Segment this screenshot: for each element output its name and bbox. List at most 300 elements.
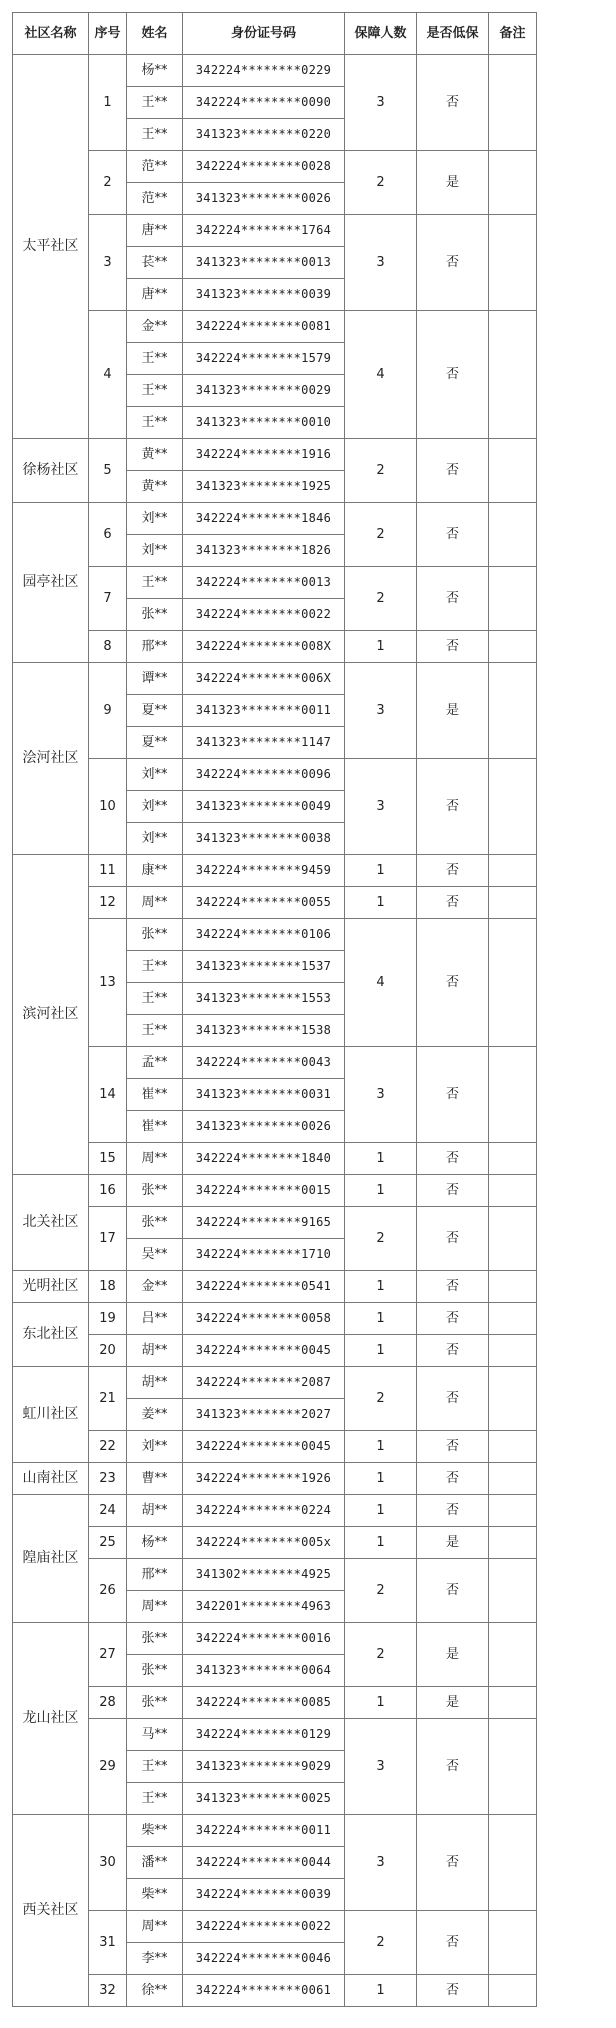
covered-count-cell: 3 (345, 1047, 417, 1143)
id-number-cell: 342224********0043 (183, 1047, 345, 1079)
number-cell: 16 (89, 1175, 127, 1207)
name-cell: 谭** (127, 663, 183, 695)
remarks-cell (489, 1431, 537, 1463)
name-cell: 王** (127, 951, 183, 983)
table-row (13, 1207, 537, 1239)
id-number-cell: 342224********1846 (183, 503, 345, 535)
header-dibao: 是否低保 (417, 13, 489, 55)
header-community: 社区名称 (13, 13, 89, 55)
name-cell: 金** (127, 311, 183, 343)
id-number-cell: 341323********0039 (183, 279, 345, 311)
name-cell: 张** (127, 1207, 183, 1239)
dibao-cell: 是 (417, 1687, 489, 1719)
name-cell: 金** (127, 1271, 183, 1303)
id-number-cell: 342224********008X (183, 631, 345, 663)
dibao-cell: 否 (417, 1175, 489, 1207)
remarks-cell (489, 1047, 537, 1143)
table-row (13, 1719, 537, 1751)
name-cell: 夏** (127, 727, 183, 759)
id-number-cell: 341323********0010 (183, 407, 345, 439)
id-number-cell: 342224********0229 (183, 55, 345, 87)
number-cell: 14 (89, 1047, 127, 1143)
table-row (13, 887, 537, 919)
covered-count-cell: 1 (345, 631, 417, 663)
id-number-cell: 341323********1147 (183, 727, 345, 759)
id-number-cell: 342224********0022 (183, 1911, 345, 1943)
dibao-cell: 否 (417, 887, 489, 919)
name-cell: 刘** (127, 503, 183, 535)
id-number-cell: 342224********006X (183, 663, 345, 695)
remarks-cell (489, 215, 537, 311)
covered-count-cell: 3 (345, 55, 417, 151)
community-cell: 光明社区 (13, 1271, 89, 1303)
dibao-cell: 否 (417, 1207, 489, 1271)
remarks-cell (489, 631, 537, 663)
id-number-cell: 341323********0025 (183, 1783, 345, 1815)
covered-count-cell: 2 (345, 1559, 417, 1623)
name-cell: 王** (127, 567, 183, 599)
name-cell: 徐** (127, 1975, 183, 2007)
id-number-cell: 342224********1764 (183, 215, 345, 247)
remarks-cell (489, 151, 537, 215)
id-number-cell: 342224********005x (183, 1527, 345, 1559)
table-row (13, 1367, 537, 1399)
number-cell: 11 (89, 855, 127, 887)
name-cell: 吕** (127, 1303, 183, 1335)
remarks-cell (489, 55, 537, 151)
id-number-cell: 342224********1710 (183, 1239, 345, 1271)
id-number-cell: 341323********0038 (183, 823, 345, 855)
covered-count-cell: 1 (345, 855, 417, 887)
name-cell: 王** (127, 1751, 183, 1783)
name-cell: 张** (127, 1175, 183, 1207)
number-cell: 5 (89, 439, 127, 503)
table-row (13, 1431, 537, 1463)
id-number-cell: 342224********1916 (183, 439, 345, 471)
community-cell: 隍庙社区 (13, 1495, 89, 1623)
name-cell: 刘** (127, 535, 183, 567)
id-number-cell: 341323********0220 (183, 119, 345, 151)
dibao-cell: 否 (417, 1367, 489, 1431)
id-number-cell: 341323********0031 (183, 1079, 345, 1111)
remarks-cell (489, 1687, 537, 1719)
header-remarks: 备注 (489, 13, 537, 55)
id-number-cell: 342224********1579 (183, 343, 345, 375)
header-name: 姓名 (127, 13, 183, 55)
name-cell: 王** (127, 407, 183, 439)
dibao-cell: 否 (417, 1911, 489, 1975)
id-number-cell: 341323********0026 (183, 183, 345, 215)
table-row (13, 567, 537, 599)
name-cell: 柴** (127, 1879, 183, 1911)
community-cell: 园亭社区 (13, 503, 89, 663)
remarks-cell (489, 439, 537, 503)
id-number-cell: 342224********0081 (183, 311, 345, 343)
number-cell: 21 (89, 1367, 127, 1431)
table-row (13, 631, 537, 663)
id-number-cell: 342224********0044 (183, 1847, 345, 1879)
dibao-cell: 否 (417, 1303, 489, 1335)
dibao-cell: 是 (417, 663, 489, 759)
covered-count-cell: 2 (345, 567, 417, 631)
header-covered-count: 保障人数 (345, 13, 417, 55)
remarks-cell (489, 663, 537, 759)
dibao-cell: 否 (417, 1975, 489, 2007)
table-row (13, 1463, 537, 1495)
table-row (13, 1303, 537, 1335)
name-cell: 崔** (127, 1079, 183, 1111)
remarks-cell (489, 1367, 537, 1431)
number-cell: 1 (89, 55, 127, 151)
name-cell: 杨** (127, 1527, 183, 1559)
name-cell: 张** (127, 1655, 183, 1687)
number-cell: 25 (89, 1527, 127, 1559)
number-cell: 19 (89, 1303, 127, 1335)
dibao-cell: 否 (417, 1559, 489, 1623)
remarks-cell (489, 1559, 537, 1623)
name-cell: 马** (127, 1719, 183, 1751)
name-cell: 张** (127, 1623, 183, 1655)
number-cell: 27 (89, 1623, 127, 1687)
covered-count-cell: 1 (345, 1271, 417, 1303)
name-cell: 王** (127, 87, 183, 119)
name-cell: 唐** (127, 279, 183, 311)
covered-count-cell: 1 (345, 1975, 417, 2007)
id-number-cell: 341323********0049 (183, 791, 345, 823)
covered-count-cell: 3 (345, 1815, 417, 1911)
name-cell: 刘** (127, 791, 183, 823)
remarks-cell (489, 759, 537, 855)
remarks-cell (489, 1495, 537, 1527)
remarks-cell (489, 311, 537, 439)
id-number-cell: 342224********0055 (183, 887, 345, 919)
name-cell: 唐** (127, 215, 183, 247)
table-row (13, 1335, 537, 1367)
number-cell: 2 (89, 151, 127, 215)
number-cell: 30 (89, 1815, 127, 1911)
name-cell: 周** (127, 1911, 183, 1943)
covered-count-cell: 2 (345, 1911, 417, 1975)
community-cell: 虹川社区 (13, 1367, 89, 1463)
covered-count-cell: 3 (345, 1719, 417, 1815)
community-cell: 山南社区 (13, 1463, 89, 1495)
id-number-cell: 342224********0061 (183, 1975, 345, 2007)
name-cell: 王** (127, 343, 183, 375)
table-row (13, 1623, 537, 1655)
name-cell: 苌** (127, 247, 183, 279)
dibao-cell: 否 (417, 1431, 489, 1463)
header-number: 序号 (89, 13, 127, 55)
id-number-cell: 341323********0011 (183, 695, 345, 727)
table-row (13, 1559, 537, 1591)
id-number-cell: 342224********9459 (183, 855, 345, 887)
name-cell: 黄** (127, 439, 183, 471)
name-cell: 周** (127, 1591, 183, 1623)
id-number-cell: 341323********1537 (183, 951, 345, 983)
community-cell: 太平社区 (13, 55, 89, 439)
table-row (13, 55, 537, 87)
number-cell: 10 (89, 759, 127, 855)
id-number-cell: 342224********0022 (183, 599, 345, 631)
covered-count-cell: 2 (345, 1207, 417, 1271)
name-cell: 胡** (127, 1495, 183, 1527)
remarks-cell (489, 1527, 537, 1559)
table-row (13, 1687, 537, 1719)
table-row (13, 1143, 537, 1175)
table-row (13, 311, 537, 343)
table-row (13, 1495, 537, 1527)
number-cell: 7 (89, 567, 127, 631)
name-cell: 邢** (127, 1559, 183, 1591)
covered-count-cell: 2 (345, 1623, 417, 1687)
community-cell: 西关社区 (13, 1815, 89, 2007)
name-cell: 范** (127, 151, 183, 183)
name-cell: 姜** (127, 1399, 183, 1431)
name-cell: 黄** (127, 471, 183, 503)
number-cell: 22 (89, 1431, 127, 1463)
dibao-cell: 否 (417, 1271, 489, 1303)
number-cell: 9 (89, 663, 127, 759)
name-cell: 夏** (127, 695, 183, 727)
dibao-cell: 否 (417, 1463, 489, 1495)
id-number-cell: 341323********0013 (183, 247, 345, 279)
dibao-cell: 否 (417, 503, 489, 567)
name-cell: 胡** (127, 1367, 183, 1399)
dibao-cell: 否 (417, 55, 489, 151)
community-cell: 浍河社区 (13, 663, 89, 855)
table-row (13, 1527, 537, 1559)
number-cell: 31 (89, 1911, 127, 1975)
name-cell: 刘** (127, 759, 183, 791)
community-cell: 东北社区 (13, 1303, 89, 1367)
dibao-cell: 是 (417, 1527, 489, 1559)
number-cell: 6 (89, 503, 127, 567)
covered-count-cell: 1 (345, 1463, 417, 1495)
id-number-cell: 342224********0096 (183, 759, 345, 791)
name-cell: 王** (127, 375, 183, 407)
name-cell: 柴** (127, 1815, 183, 1847)
number-cell: 18 (89, 1271, 127, 1303)
remarks-cell (489, 1175, 537, 1207)
dibao-cell: 否 (417, 631, 489, 663)
header-id-number: 身份证号码 (183, 13, 345, 55)
id-number-cell: 341323********1538 (183, 1015, 345, 1047)
name-cell: 胡** (127, 1335, 183, 1367)
table-row (13, 503, 537, 535)
id-number-cell: 342224********0541 (183, 1271, 345, 1303)
header-row (13, 13, 537, 55)
covered-count-cell: 4 (345, 311, 417, 439)
table-row (13, 1911, 537, 1943)
id-number-cell: 341323********1826 (183, 535, 345, 567)
id-number-cell: 342224********0106 (183, 919, 345, 951)
table-row (13, 919, 537, 951)
name-cell: 刘** (127, 823, 183, 855)
name-cell: 张** (127, 919, 183, 951)
covered-count-cell: 1 (345, 1335, 417, 1367)
covered-count-cell: 1 (345, 1687, 417, 1719)
dibao-cell: 否 (417, 855, 489, 887)
id-number-cell: 342224********2087 (183, 1367, 345, 1399)
number-cell: 28 (89, 1687, 127, 1719)
table-row (13, 439, 537, 471)
community-cell: 龙山社区 (13, 1623, 89, 1815)
covered-count-cell: 2 (345, 151, 417, 215)
number-cell: 32 (89, 1975, 127, 2007)
id-number-cell: 341323********9029 (183, 1751, 345, 1783)
number-cell: 12 (89, 887, 127, 919)
number-cell: 13 (89, 919, 127, 1047)
name-cell: 潘** (127, 1847, 183, 1879)
name-cell: 王** (127, 1015, 183, 1047)
name-cell: 张** (127, 1687, 183, 1719)
id-number-cell: 341323********2027 (183, 1399, 345, 1431)
number-cell: 17 (89, 1207, 127, 1271)
remarks-cell (489, 1975, 537, 2007)
dibao-cell: 否 (417, 311, 489, 439)
id-number-cell: 342224********0045 (183, 1431, 345, 1463)
dibao-cell: 否 (417, 215, 489, 311)
remarks-cell (489, 1207, 537, 1271)
dibao-cell: 否 (417, 1495, 489, 1527)
name-cell: 吴** (127, 1239, 183, 1271)
name-cell: 张** (127, 599, 183, 631)
name-cell: 范** (127, 183, 183, 215)
covered-count-cell: 1 (345, 1527, 417, 1559)
dibao-cell: 否 (417, 567, 489, 631)
dibao-cell: 否 (417, 919, 489, 1047)
table-row (13, 1047, 537, 1079)
name-cell: 王** (127, 1783, 183, 1815)
covered-count-cell: 1 (345, 1303, 417, 1335)
number-cell: 29 (89, 1719, 127, 1815)
id-number-cell: 342224********0028 (183, 151, 345, 183)
id-number-cell: 342224********0015 (183, 1175, 345, 1207)
covered-count-cell: 3 (345, 215, 417, 311)
id-number-cell: 341323********0064 (183, 1655, 345, 1687)
community-cell: 滨河社区 (13, 855, 89, 1175)
covered-count-cell: 2 (345, 1367, 417, 1431)
id-number-cell: 341323********1925 (183, 471, 345, 503)
dibao-cell: 否 (417, 1335, 489, 1367)
number-cell: 4 (89, 311, 127, 439)
remarks-cell (489, 1623, 537, 1687)
table-row (13, 759, 537, 791)
dibao-cell: 否 (417, 1047, 489, 1143)
id-number-cell: 342201********4963 (183, 1591, 345, 1623)
name-cell: 李** (127, 1943, 183, 1975)
id-number-cell: 342224********0129 (183, 1719, 345, 1751)
id-number-cell: 342224********9165 (183, 1207, 345, 1239)
name-cell: 崔** (127, 1111, 183, 1143)
remarks-cell (489, 1719, 537, 1815)
subsidy-table (12, 12, 537, 2007)
name-cell: 曹** (127, 1463, 183, 1495)
remarks-cell (489, 1463, 537, 1495)
table-row (13, 1271, 537, 1303)
name-cell: 康** (127, 855, 183, 887)
covered-count-cell: 2 (345, 439, 417, 503)
number-cell: 23 (89, 1463, 127, 1495)
id-number-cell: 341302********4925 (183, 1559, 345, 1591)
id-number-cell: 342224********0090 (183, 87, 345, 119)
id-number-cell: 342224********0045 (183, 1335, 345, 1367)
covered-count-cell: 1 (345, 1431, 417, 1463)
remarks-cell (489, 567, 537, 631)
id-number-cell: 342224********0013 (183, 567, 345, 599)
name-cell: 王** (127, 119, 183, 151)
name-cell: 邢** (127, 631, 183, 663)
id-number-cell: 341323********0026 (183, 1111, 345, 1143)
remarks-cell (489, 887, 537, 919)
covered-count-cell: 3 (345, 759, 417, 855)
name-cell: 周** (127, 887, 183, 919)
id-number-cell: 341323********0029 (183, 375, 345, 407)
dibao-cell: 否 (417, 439, 489, 503)
remarks-cell (489, 503, 537, 567)
table-row (13, 215, 537, 247)
remarks-cell (489, 1303, 537, 1335)
covered-count-cell: 3 (345, 663, 417, 759)
id-number-cell: 342224********0011 (183, 1815, 345, 1847)
remarks-cell (489, 919, 537, 1047)
number-cell: 3 (89, 215, 127, 311)
number-cell: 8 (89, 631, 127, 663)
remarks-cell (489, 1271, 537, 1303)
number-cell: 24 (89, 1495, 127, 1527)
remarks-cell (489, 1815, 537, 1911)
dibao-cell: 是 (417, 1623, 489, 1687)
id-number-cell: 341323********1553 (183, 983, 345, 1015)
name-cell: 周** (127, 1143, 183, 1175)
number-cell: 26 (89, 1559, 127, 1623)
table-row (13, 855, 537, 887)
table-row (13, 1815, 537, 1847)
id-number-cell: 342224********0046 (183, 1943, 345, 1975)
covered-count-cell: 1 (345, 1143, 417, 1175)
id-number-cell: 342224********1840 (183, 1143, 345, 1175)
id-number-cell: 342224********0085 (183, 1687, 345, 1719)
table-body (13, 55, 537, 2007)
remarks-cell (489, 1335, 537, 1367)
community-cell: 北关社区 (13, 1175, 89, 1271)
dibao-cell: 否 (417, 1815, 489, 1911)
dibao-cell: 否 (417, 1143, 489, 1175)
dibao-cell: 否 (417, 759, 489, 855)
covered-count-cell: 2 (345, 503, 417, 567)
community-cell: 徐杨社区 (13, 439, 89, 503)
table-row (13, 663, 537, 695)
table-container (12, 12, 537, 2007)
name-cell: 孟** (127, 1047, 183, 1079)
covered-count-cell: 1 (345, 1495, 417, 1527)
remarks-cell (489, 1143, 537, 1175)
id-number-cell: 342224********0039 (183, 1879, 345, 1911)
name-cell: 王** (127, 983, 183, 1015)
covered-count-cell: 4 (345, 919, 417, 1047)
covered-count-cell: 1 (345, 1175, 417, 1207)
id-number-cell: 342224********0058 (183, 1303, 345, 1335)
name-cell: 杨** (127, 55, 183, 87)
remarks-cell (489, 855, 537, 887)
id-number-cell: 342224********0224 (183, 1495, 345, 1527)
dibao-cell: 否 (417, 1719, 489, 1815)
number-cell: 20 (89, 1335, 127, 1367)
covered-count-cell: 1 (345, 887, 417, 919)
table-row (13, 1975, 537, 2007)
table-row (13, 1175, 537, 1207)
table-row (13, 151, 537, 183)
